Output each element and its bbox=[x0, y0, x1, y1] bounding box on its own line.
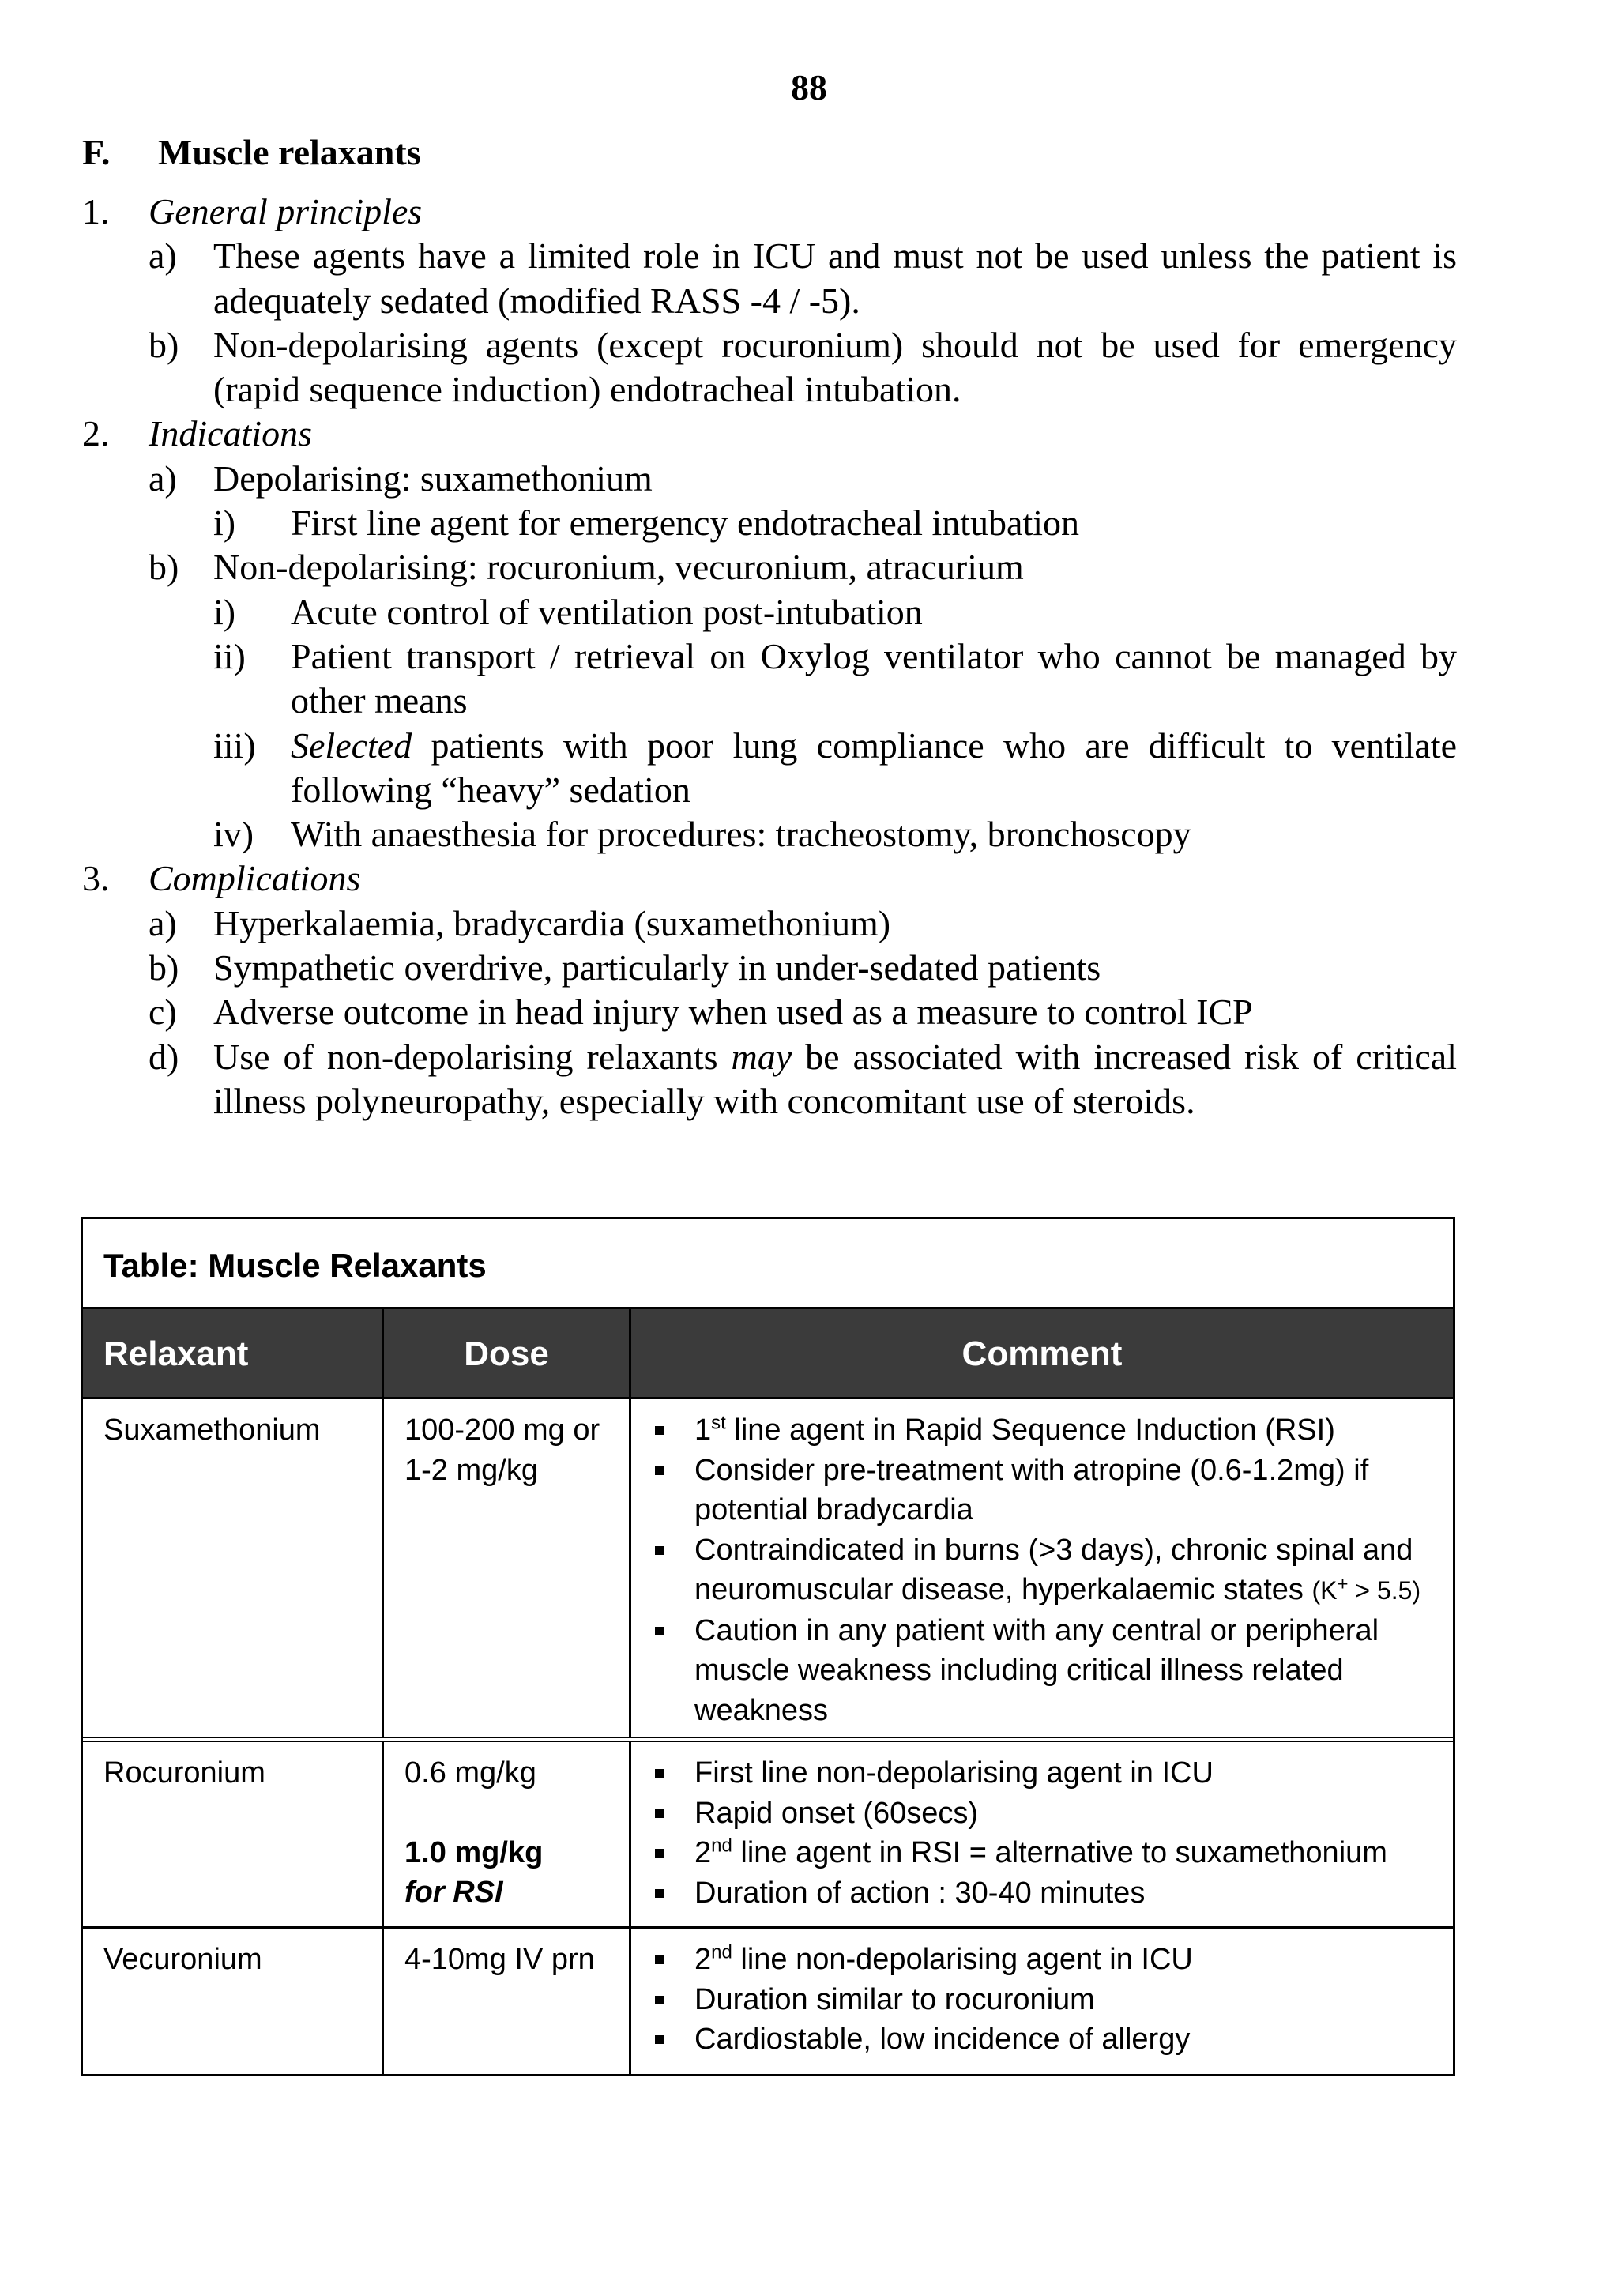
page-number: 88 bbox=[791, 67, 827, 107]
comment-text: Consider pre-treatment with atropine (0.6-1.2mg) if potential bradycardia bbox=[694, 1453, 1369, 1526]
outline-text: be associated with increased risk of critical illness polyneuropathy, especially with concomitant use of steroids. bbox=[213, 1036, 1457, 1121]
table-body bbox=[83, 1399, 1453, 2074]
comment-text: 1 bbox=[694, 1413, 712, 1447]
outline-text: Sympathetic overdrive, particularly in under-sedated patients bbox=[213, 947, 1101, 988]
bullet-square-icon bbox=[655, 1996, 664, 2004]
outline-item-indications-b bbox=[82, 545, 1457, 589]
outline-item-indications-b-iv bbox=[82, 812, 1457, 856]
list-item bbox=[650, 1530, 1445, 1611]
dose-cell bbox=[384, 1742, 631, 1926]
outline-number: 2. bbox=[82, 413, 110, 454]
outline-text: Acute control of ventilation post-intubation bbox=[291, 591, 923, 632]
list-item bbox=[650, 1873, 1445, 1914]
bullet-square-icon bbox=[655, 2035, 664, 2044]
table-title: Table: Muscle Relaxants bbox=[83, 1219, 1453, 1309]
outline-number: iv) bbox=[213, 814, 254, 855]
bullet-square-icon bbox=[655, 1849, 664, 1858]
outline-emphasis: may bbox=[731, 1036, 792, 1077]
table-row bbox=[83, 1929, 1453, 2074]
comment-text: 2 bbox=[694, 1836, 712, 1869]
list-item bbox=[650, 1611, 1445, 1731]
outline-number: c) bbox=[149, 992, 177, 1033]
outline-item-complications-a bbox=[82, 901, 1457, 946]
comment-text: line agent in Rapid Sequence Induction (RSI) bbox=[725, 1413, 1335, 1447]
outline-item-complications-d bbox=[82, 1035, 1457, 1124]
dose-line: 100-200 mg or bbox=[404, 1413, 600, 1447]
list-item bbox=[650, 1940, 1445, 1980]
list-item bbox=[650, 1451, 1445, 1530]
section-letter: F. bbox=[82, 132, 111, 172]
comment-cell bbox=[631, 1399, 1453, 1737]
list-item bbox=[650, 2019, 1445, 2060]
section-heading bbox=[82, 131, 421, 173]
dose-line: 1-2 mg/kg bbox=[404, 1453, 538, 1487]
superscript: nd bbox=[711, 1941, 732, 1963]
outline-text: Hyperkalaemia, bradycardia (suxamethonium) bbox=[213, 902, 891, 943]
outline-title: Indications bbox=[149, 413, 312, 454]
outline-number: ii) bbox=[213, 635, 246, 676]
outline-item-indications bbox=[82, 412, 1457, 456]
table-header-row bbox=[83, 1309, 1453, 1399]
comment-text: line agent in RSI = alternative to suxamethonium bbox=[732, 1836, 1387, 1869]
comment-text: (K bbox=[1311, 1576, 1338, 1605]
bullet-square-icon bbox=[655, 1889, 664, 1898]
outline-number: a) bbox=[149, 902, 177, 943]
comment-text: Cardiostable, low incidence of allergy bbox=[694, 2023, 1191, 2056]
comment-text: line non-depolarising agent in ICU bbox=[732, 1943, 1193, 1976]
comment-list bbox=[650, 1940, 1445, 2060]
dose-line-rsi-label: for RSI bbox=[404, 1876, 503, 1909]
relaxant-cell: Suxamethonium bbox=[83, 1399, 384, 1737]
potassium-threshold bbox=[1311, 1573, 1421, 1605]
outline-text: Non-depolarising: rocuronium, vecuronium, atracurium bbox=[213, 547, 1024, 588]
superscript: + bbox=[1337, 1573, 1349, 1595]
outline-text: patients with poor lung compliance who are difficult to ventilate following “heavy” sedation bbox=[291, 725, 1457, 810]
table-row bbox=[83, 1742, 1453, 1929]
outline-number: 1. bbox=[82, 191, 110, 231]
bullet-square-icon bbox=[655, 1546, 664, 1555]
comment-list bbox=[650, 1753, 1445, 1913]
outline-text: Non-depolarising agents (except rocuronium) should not be used for emergency (rapid sequence induction) endotracheal intubation. bbox=[213, 324, 1457, 410]
dose-line: 0.6 mg/kg bbox=[404, 1756, 536, 1790]
outline-item-general-a bbox=[82, 234, 1457, 323]
outline-item-general bbox=[82, 190, 1457, 234]
outline-number: a) bbox=[149, 457, 177, 499]
comment-cell bbox=[631, 1742, 1453, 1926]
muscle-relaxants-table bbox=[81, 1217, 1455, 2076]
outline-number: 3. bbox=[82, 858, 110, 899]
section-title: Muscle relaxants bbox=[158, 132, 421, 172]
column-header-relaxant: Relaxant bbox=[83, 1309, 384, 1397]
bullet-square-icon bbox=[655, 1809, 664, 1818]
bullet-square-icon bbox=[655, 1426, 664, 1435]
comment-text: Duration of action : 30-40 minutes bbox=[694, 1876, 1146, 1910]
outline-text: Use of non-depolarising relaxants bbox=[213, 1036, 732, 1077]
outline-item-indications-a bbox=[82, 457, 1457, 501]
dose-cell: 4-10mg IV prn bbox=[384, 1929, 631, 2074]
outline-number: d) bbox=[149, 1036, 179, 1077]
relaxant-cell: Vecuronium bbox=[83, 1929, 384, 2074]
outline-text: Patient transport / retrieval on Oxylog ventilator who cannot be managed by other means bbox=[291, 635, 1457, 721]
outline-number: a) bbox=[149, 235, 177, 277]
outline-item-indications-b-iii bbox=[82, 724, 1457, 813]
table-row bbox=[83, 1399, 1453, 1742]
list-item bbox=[650, 1980, 1445, 2020]
outline-text: With anaesthesia for procedures: tracheostomy, bronchoscopy bbox=[291, 814, 1191, 855]
dose-cell bbox=[384, 1399, 631, 1737]
outline-item-complications bbox=[82, 856, 1457, 901]
outline-item-complications-b bbox=[82, 946, 1457, 990]
outline-number: b) bbox=[149, 947, 179, 988]
list-item bbox=[650, 1833, 1445, 1873]
list-item bbox=[650, 1410, 1445, 1451]
list-item bbox=[650, 1753, 1445, 1794]
outline-title: General principles bbox=[149, 191, 423, 231]
outline-number: i) bbox=[213, 591, 236, 632]
outline-item-complications-c bbox=[82, 990, 1457, 1034]
column-header-comment: Comment bbox=[961, 1334, 1123, 1373]
dose-spacer bbox=[404, 1794, 629, 1833]
comment-text: Duration similar to rocuronium bbox=[694, 1982, 1095, 2016]
outline-number: b) bbox=[149, 547, 179, 588]
bullet-square-icon bbox=[655, 1769, 664, 1778]
bullet-square-icon bbox=[655, 1627, 664, 1635]
outline-item-indications-b-ii bbox=[82, 634, 1457, 724]
outline-number: b) bbox=[149, 324, 179, 365]
bullet-square-icon bbox=[655, 1955, 664, 1964]
comment-text: First line non-depolarising agent in ICU bbox=[694, 1756, 1214, 1790]
outline-item-general-b bbox=[82, 323, 1457, 412]
bullet-square-icon bbox=[655, 1466, 664, 1475]
outline-text: Adverse outcome in head injury when used as a measure to control ICP bbox=[213, 992, 1253, 1033]
outline-item-indications-a-i bbox=[82, 501, 1457, 545]
relaxant-cell: Rocuronium bbox=[83, 1742, 384, 1926]
comment-cell bbox=[631, 1929, 1453, 2074]
comment-text: Contraindicated in burns (>3 days), chronic spinal and neuromuscular disease, hyperkalaemic states bbox=[694, 1533, 1413, 1606]
outline-text: First line agent for emergency endotracheal intubation bbox=[291, 502, 1080, 544]
outline-text: These agents have a limited role in ICU and must not be used unless the patient is adequately sedated (modified RASS -4 / -5). bbox=[213, 235, 1457, 321]
outline-number: iii) bbox=[213, 725, 256, 766]
outline-list bbox=[82, 190, 1457, 1124]
list-item bbox=[650, 1794, 1445, 1834]
outline-item-indications-b-i bbox=[82, 590, 1457, 634]
outline-number: i) bbox=[213, 502, 236, 544]
outline-text: Depolarising: suxamethonium bbox=[213, 457, 653, 499]
comment-text: > 5.5) bbox=[1348, 1576, 1421, 1605]
dose-line-rsi: 1.0 mg/kg bbox=[404, 1835, 544, 1869]
superscript: nd bbox=[711, 1835, 732, 1857]
comment-text: Rapid onset (60secs) bbox=[694, 1796, 979, 1830]
column-header-dose: Dose bbox=[384, 1309, 631, 1397]
outline-title: Complications bbox=[149, 858, 361, 899]
comment-text: 2 bbox=[694, 1943, 712, 1976]
superscript: st bbox=[711, 1412, 726, 1434]
outline-emphasis: Selected bbox=[291, 725, 412, 766]
comment-text: Caution in any patient with any central or peripheral muscle weakness including critical illness related weakness bbox=[694, 1613, 1379, 1727]
comment-list bbox=[650, 1410, 1445, 1730]
